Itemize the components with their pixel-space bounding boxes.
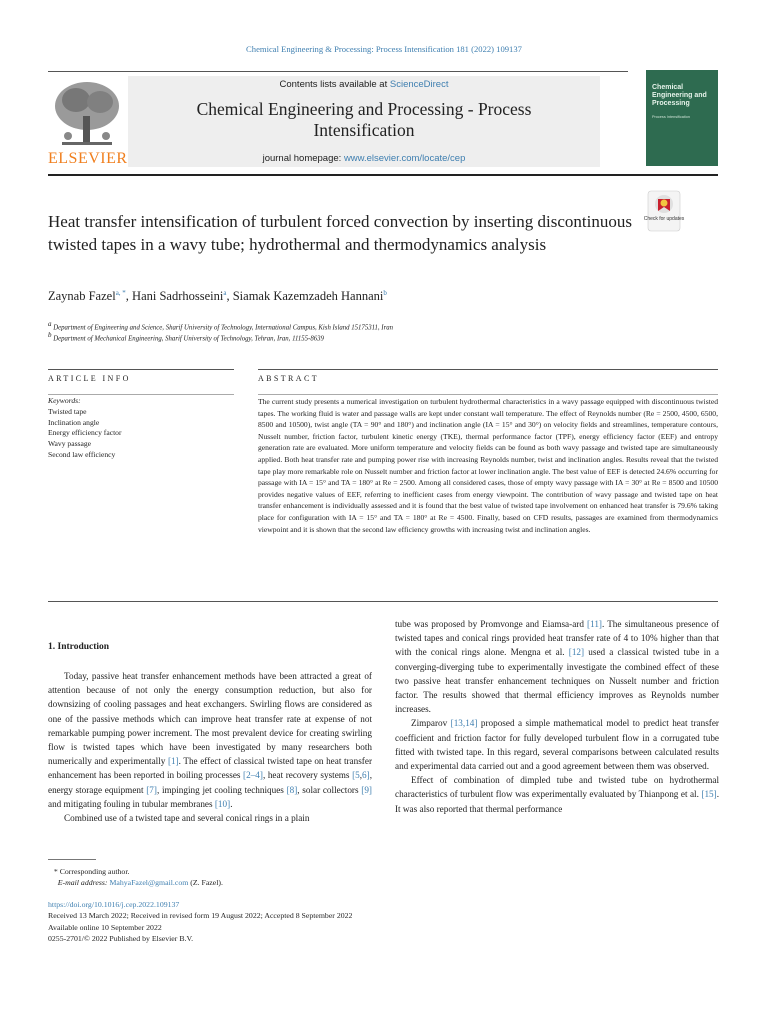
corresponding-author-note: * Corresponding author.	[48, 867, 130, 876]
text: Today, passive heat transfer enhancement methods have been attracted a great of attention because of not only the energy consumption reduction, but also for downsizing of cooling passages and heat exchangers. Swirling flows are considered as one of the passive methods which can improve heat transfer rate at expense of not remarkable pumping power increment. The most prevalent device for creating swirling flow is twisted tapes which have been investigated by many researchers both numerically and experimentally	[48, 671, 372, 767]
homepage-prefix: journal homepage:	[262, 153, 344, 164]
affiliation-mark: a	[48, 320, 52, 328]
paragraph	[395, 716, 719, 773]
journal-title	[128, 99, 600, 141]
citation-link[interactable]: [15]	[701, 789, 717, 800]
contents-line	[128, 79, 600, 90]
text: tube was proposed by Promvonge and Eiamsa-ard	[395, 619, 588, 629]
body-column-right	[395, 617, 719, 816]
citation-link[interactable]: [9]	[361, 784, 372, 795]
citation-link[interactable]: [2–4]	[243, 770, 263, 781]
keyword: Wavy passage	[48, 439, 92, 449]
header-bottom-rule	[48, 174, 718, 176]
footnote-text: Corresponding author.	[59, 867, 130, 876]
journal-title-line2: Intensification	[313, 120, 415, 140]
abstract-inner-rule	[258, 394, 718, 395]
citation-link[interactable]: 6]	[362, 770, 370, 781]
body-column-left	[48, 669, 372, 825]
text: , energy storage equipment	[48, 770, 372, 795]
paragraph: Combined use of a twisted tape and several conical rings in a plain	[64, 813, 310, 824]
affiliation-b	[48, 331, 324, 342]
text: , impinging jet cooling techniques	[156, 784, 287, 795]
sciencedirect-link[interactable]: ScienceDirect	[389, 79, 449, 90]
citation-link[interactable]: [1]	[167, 756, 179, 767]
author-name[interactable]: Zaynab Fazel	[48, 289, 116, 304]
affiliation-mark: b	[48, 331, 52, 339]
footnotes	[48, 866, 223, 888]
copyright: 0255-2701/© 2022 Published by Elsevier B.V.	[48, 934, 194, 944]
abstract-text: The current study presents a numerical investigation on turbulent hydrothermal characteristics in a wavy passage equipped with discontinuous twisted tapes. The working fluid is water and passage walls are kept under constant wall temperature. The effect of Reynolds number (Re = 2500, 4500, 6500, 8500 and 10500), twist angle (TA = 90° and 180°) and inclination angle (IA = 15° and 30°) on velocity fields and streamlines, temperature contours, Nusselt number, friction factor, turbulent kinetic energy (TKE), thermal performance factor (TPF), energy efficiency factor (EEF) and entropy generation rate are evaluated. More uniform temperature and velocity fields can be found as both wavy passage and twisted tape are simultaneously applied. Both heat transfer rate and pumping power rise with increasing Reynolds number, twist and inclination angles. Results reveal that the twisted tape play more remarkable role on Nusselt number and friction factor at lower inclination angle. The best value of EEF is detected 24.6% occurring for passage with IA = 15° and TA = 180° at Re = 2500. Among all considered cases, those of empty wavy passage with IA = 30° at Re = 8500 and 10500 provides negative values of EEF, referring to inefficient cases from energy viewpoint. The contribution of wavy passage and twisted tape on heat transfer enhancement is individually assessed and it is found that the best value of twisted tape involvement on enhanced heat transfer is 79.6% taking place for configuration with IA = 15° and TA = 180° at Re = 4500. Finally, based on CFD results, passages are examined from thermodynamics viewpoint and it is shown that the second law efficiency growths with increasing twist and inclination angles.	[258, 397, 718, 534]
citation-link[interactable]: [11]	[587, 619, 602, 629]
running-header[interactable]: Chemical Engineering & Processing: Process Intensification 181 (2022) 109137	[246, 44, 522, 54]
journal-homepage	[128, 153, 600, 164]
author-affiliation-mark[interactable]: a, *	[115, 289, 126, 297]
contents-prefix: Contents lists available at	[279, 79, 390, 90]
header-top-rule	[48, 71, 628, 72]
text: , heat recovery systems	[262, 770, 353, 781]
affiliation-a	[48, 320, 393, 331]
affiliation-text: Department of Mechanical Engineering, Sharif University of Technology, Tehran, Iran, 11155-8639	[53, 335, 324, 343]
keywords-label: Keywords:	[48, 396, 81, 405]
keywords-block	[48, 396, 122, 461]
email-label: E-mail address:	[57, 878, 110, 887]
text: Effect of combination of dimpled tube and twisted tube on hydrothermal characteristics of turbulent flow was experimentally evaluated by Thianpong et al.	[395, 775, 719, 800]
paragraph	[395, 617, 719, 716]
journal-title-line1: Chemical Engineering and Processing - Process	[196, 99, 532, 119]
publisher-name: ELSEVIER	[48, 150, 128, 167]
article-title: Heat transfer intensification of turbulent forced convection by inserting discontinuous twisted tapes in a wavy tube; hydrothermal and thermodynamics analysis	[48, 212, 632, 254]
text: , solar collectors	[297, 784, 362, 795]
text: . The effect of classical twisted tape on heat transfer enhancement has been reported in boiling processes	[48, 756, 372, 781]
article-info-label: ARTICLE INFO	[48, 374, 131, 383]
text: Zimparov	[411, 718, 451, 729]
cover-title: Chemical Engineering and Processing	[652, 84, 707, 107]
email-suffix: (Z. Fazel).	[188, 878, 223, 887]
crossmark-label: Check for updates	[643, 216, 685, 222]
keywords-rule	[48, 394, 234, 395]
homepage-link[interactable]: www.elsevier.com/locate/cep	[343, 153, 466, 164]
cover-subtitle: Process Intensification	[652, 115, 690, 119]
doi-link[interactable]: https://doi.org/10.1016/j.cep.2022.109137	[48, 900, 180, 909]
paragraph: Today, passive heat transfer enhancement methods have been attracted a great of attention because of not only the energy consumption reduction, but also for downsizing of cooling passages and heat exchangers. Swirling flows are considered as one of the passive methods which can improve heat transfer rate at expense of not remarkable pumping power increment. The most prevalent device for creating swirling flow is twisted tapes which have been investigated by many researchers both numerically and experimentally [1]. The effect of classical twisted tape on heat transfer enhancement has been reported in boiling processes [2–4], heat recovery systems [5,6], energy storage equipment [7], impinging jet cooling techniques [8], solar collectors [9] and mitigating fouling in tubular membranes [10].	[48, 671, 372, 809]
abstract-top-rule	[258, 369, 718, 370]
email-link[interactable]: MahyaFazel@gmail.com	[109, 878, 189, 887]
author-name[interactable]: Siamak Kazemzadeh Hannani	[232, 289, 384, 304]
text: . It was also reported that thermal performance	[395, 789, 719, 814]
citation-link[interactable]: [10]	[214, 798, 231, 809]
text: and mitigating fouling in tubular membranes	[48, 798, 215, 809]
paragraph	[395, 773, 719, 816]
text: used a classical twisted tube in a converging-diverging tube to experimentally investigate the combined effect of these two passive heat transfer enhancement techniques on Nusselt number and friction factor. The results showed that thermal efficiency improves as Reynolds number increases.	[395, 647, 719, 715]
article-info-top-rule	[48, 369, 234, 370]
abstract-bottom-rule	[48, 601, 718, 602]
text: . The simultaneous presence of twisted tapes and conical rings provided heat transfer rate of 4 to 10% higher than that with the conical rings alone. Mengna et al.	[395, 619, 720, 658]
author-affiliation-mark[interactable]: b	[383, 289, 387, 297]
author-list: Zaynab Fazel$^{a, *}$, Hani Sadrhosseini$^a$, Siamak Kazemzadeh Hannani$^b$	[48, 289, 387, 304]
author-name[interactable]: Hani Sadrhosseini	[132, 289, 224, 304]
citation-link[interactable]: [5	[352, 770, 360, 781]
affiliation-text: Department of Engineering and Science, Sharif University of Technology, International Campus, Kish Island 15175311, Iran	[53, 324, 394, 332]
keyword: Inclination angle	[48, 417, 100, 427]
citation-link[interactable]: [7]	[146, 784, 157, 795]
author-affiliation-mark[interactable]: a	[223, 289, 227, 297]
received-dates: Received 13 March 2022; Received in revised form 19 August 2022; Accepted 8 September 2022	[48, 911, 353, 921]
text: proposed a simple mathematical model to predict heat transfer coefficient and friction factor for fully developed turbulent flow in a corrugated tube fitted with twisted tape. In this regard, several comparisons between calculated results and experimental data carried out and a good agreement between them was observed.	[395, 718, 719, 772]
footnote-rule	[48, 859, 96, 860]
available-online: Available online 10 September 2022	[48, 922, 162, 932]
abstract-label: ABSTRACT	[258, 374, 319, 383]
keyword: Twisted tape	[48, 406, 87, 416]
keyword: Energy efficiency factor	[48, 428, 122, 438]
citation-link[interactable]: [13,14]	[450, 718, 478, 729]
section-heading-introduction: 1. Introduction	[48, 642, 110, 652]
check-for-updates-icon[interactable]	[643, 191, 685, 231]
article-metadata	[48, 899, 352, 945]
email-note	[48, 877, 223, 888]
keyword: Second law efficiency	[48, 449, 116, 459]
citation-link[interactable]: [12]	[568, 647, 585, 658]
citation-link[interactable]: [8]	[286, 784, 298, 795]
